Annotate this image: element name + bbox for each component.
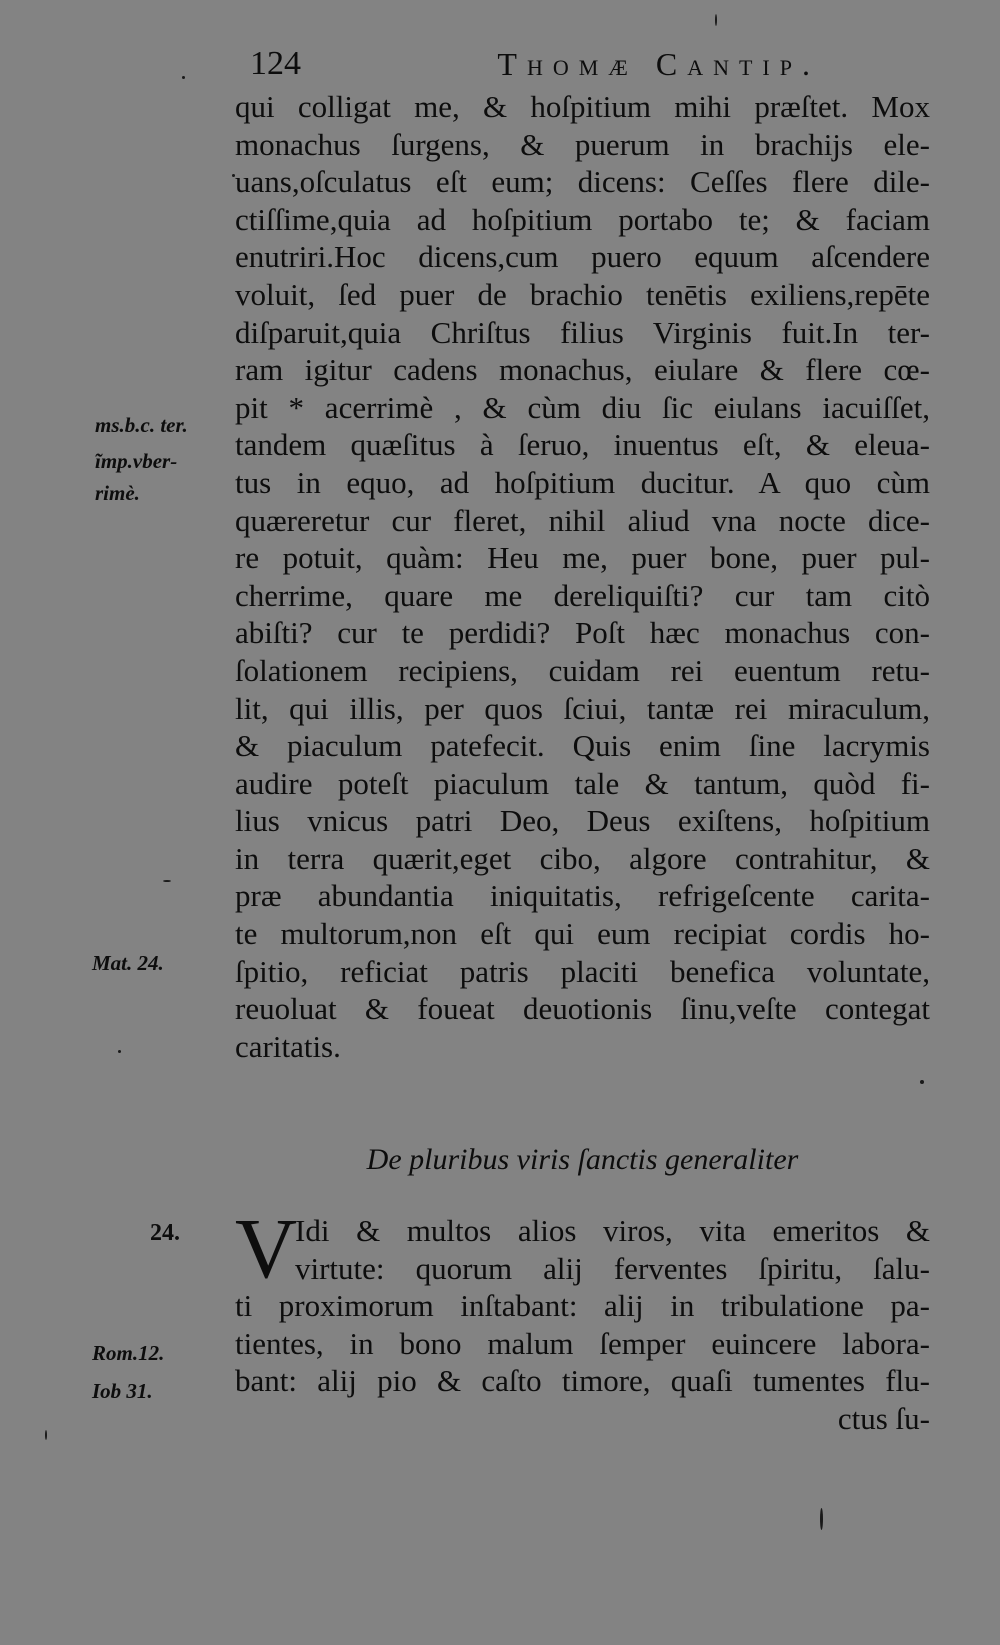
text-line: te multorum,non eſt qui eum recipiat cordis ho-	[235, 916, 930, 952]
text-line: monachus ſurgens, & puerum in brachijs ele-	[235, 126, 930, 162]
print-speck	[118, 1050, 121, 1053]
text-line: pit * acerrimè , & cùm diu ſic eiulans iacuiſſet,	[235, 389, 930, 425]
text-line: in terra quærit,eget cibo, algore contrahitur, &	[235, 840, 930, 876]
margin-note: Iob 31.	[92, 1379, 153, 1403]
text-line: tandem quæſitus à ſeruo, inuentus eſt, & eleua-	[235, 427, 930, 463]
text-line: ſolationem recipiens, cuidam rei euentum retu-	[235, 652, 930, 688]
text-line: ti proximorum inſtabant: alij in tribulatione pa-	[235, 1288, 930, 1324]
text-line: lius vnicus patri Deo, Deus exiſtens, hoſpitium	[235, 803, 930, 839]
margin-note: Rom.12.	[92, 1341, 165, 1365]
print-speck	[163, 880, 171, 882]
text-line: Idi & multos alios viros, vita emeritos &	[295, 1213, 930, 1248]
text-line: tientes, in bono malum ſemper euincere labora-	[235, 1325, 930, 1361]
drop-cap: V	[235, 1200, 298, 1296]
catchword: ctus ſu-	[837, 1400, 930, 1436]
section-text-block	[235, 1200, 930, 1438]
text-line: uans,oſculatus eſt eum; dicens: Ceſſes flere dile-	[235, 164, 930, 200]
text-line: præ abundantia iniquitatis, refrigeſcente carita-	[235, 878, 930, 914]
margin-note: ms.b.c. ter.	[95, 413, 188, 437]
text-line: voluit, ſed puer de brachio tenētis exiliens,repēte	[235, 276, 930, 312]
text-line: ſpitio, reficiat patris placiti benefica voluntate,	[235, 953, 930, 989]
text-line: enutriri.Hoc dicens,cum puero equum aſcendere	[235, 239, 930, 275]
print-speck	[820, 1508, 823, 1530]
text-line: quæreretur cur fleret, nihil aliud vna nocte dice-	[235, 502, 930, 538]
page-header	[240, 40, 820, 88]
text-line: abiſti? cur te perdidi? Poſt hæc monachus con-	[235, 615, 930, 651]
section-heading: De pluribus viris ſanctis generaliter	[366, 1143, 799, 1176]
main-text-block	[235, 88, 930, 1065]
margin-note: rimè.	[95, 481, 140, 505]
text-line: qui colligat me, & hoſpitium mihi præſtet. Mox	[235, 89, 930, 124]
print-speck	[182, 76, 185, 79]
text-line: bant: alij pio & caſto timore, quaſi tumentes flu-	[235, 1363, 930, 1399]
text-line: & piaculum patefecit. Quis enim ſine lacrymis	[235, 728, 930, 764]
text-line: virtute: quorum alij ferventes ſpiritu, ſalu-	[295, 1250, 930, 1286]
margin-note: ĩmp.vber-	[95, 449, 178, 473]
text-line: caritatis.	[235, 1028, 341, 1064]
page-number: 124	[250, 45, 301, 82]
text-line: lit, qui illis, per quos ſciui, tantæ rei miraculum,	[235, 690, 930, 726]
text-line: ram igitur cadens monachus, eiulare & flere cœ-	[235, 352, 930, 388]
text-line: tus in equo, ad hoſpitium ducitur. A quo cùm	[235, 464, 930, 500]
text-line: reuoluat & foueat deuotionis ſinu,veſte contegat	[235, 991, 930, 1027]
text-line: cherrime, quare me dereliquiſti? cur tam citò	[235, 577, 930, 613]
text-line: ctiſſime,quia ad hoſpitium portabo te; & faciam	[235, 201, 930, 237]
margin-note: Mat. 24.	[92, 951, 164, 975]
text-line: audire poteſt piaculum tale & tantum, quòd fi-	[235, 765, 930, 801]
text-line: re potuit, quàm: Heu me, puer bone, puer pul-	[235, 540, 930, 576]
running-head: Thomæ Cantip.	[497, 46, 820, 82]
print-speck	[715, 14, 717, 26]
print-speck	[232, 174, 235, 177]
print-speck	[920, 1080, 924, 1084]
print-speck	[45, 1430, 47, 1440]
text-line: diſparuit,quia Chriſtus filius Virginis fuit.In ter-	[235, 314, 930, 350]
section-number: 24.	[150, 1220, 180, 1246]
